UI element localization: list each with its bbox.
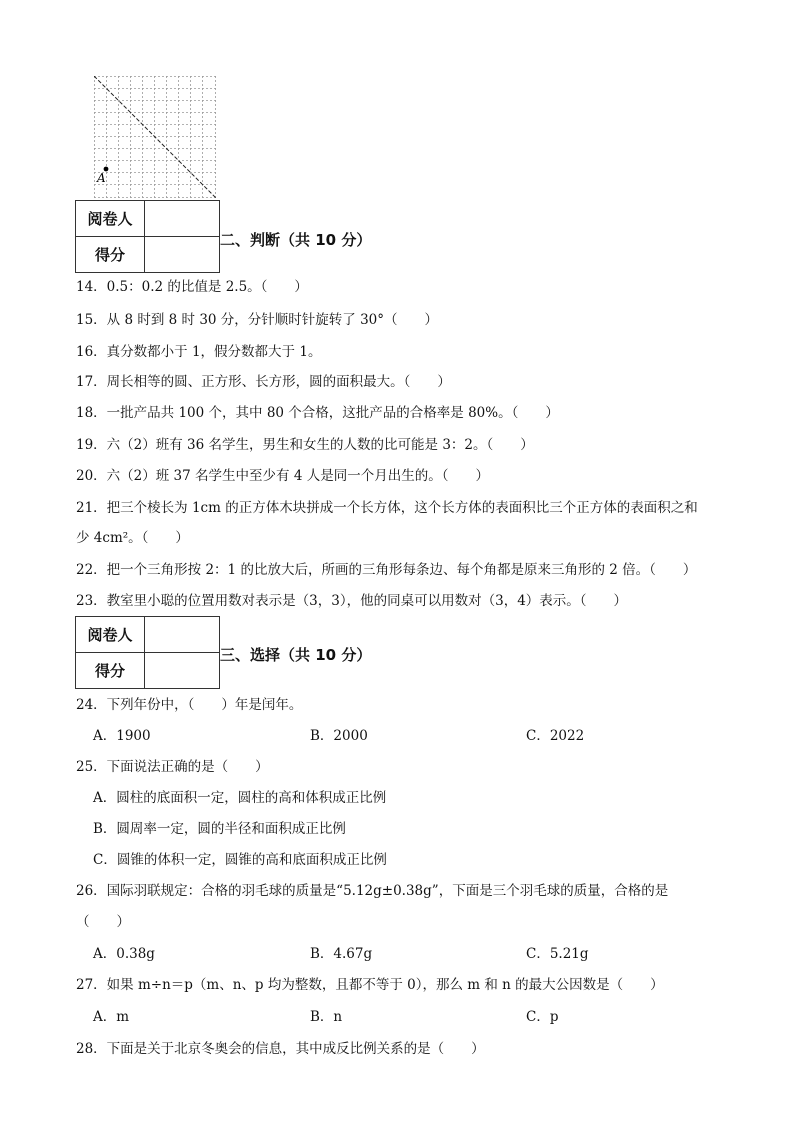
question-24: 24．下列年份中，（ ）年是闰年。: [76, 697, 303, 713]
question-28: 28．下面是关于北京冬奥会的信息，其中成反比例关系的是（ ）: [76, 1041, 485, 1057]
question-25-option-a[interactable]: A．圆柱的底面积一定，圆柱的高和体积成正比例: [93, 790, 387, 806]
question-24-option-a[interactable]: A．1900: [93, 728, 151, 744]
question-16: 16．真分数都小于 1，假分数都大于 1。: [76, 344, 322, 360]
question-25: 25．下面说法正确的是（ ）: [76, 759, 269, 775]
score-field[interactable]: [145, 237, 220, 273]
diagonal-line: [94, 76, 216, 198]
score-table-1: [75, 200, 220, 273]
question-23: 23．教室里小聪的位置用数对表示是（3，3），他的同桌可以用数对（3，4）表示。（ ）: [76, 593, 628, 609]
question-26-option-c[interactable]: C．5.21g: [526, 946, 589, 962]
question-20: 20．六（2）班 37 名学生中至少有 4 人是同一个月出生的。（ ）: [76, 468, 489, 484]
section-3-title: 三、选择（共 10 分）: [220, 646, 372, 664]
question-26-option-b[interactable]: B．4.67g: [310, 946, 373, 962]
score-table-2: [75, 616, 220, 689]
question-26-option-a[interactable]: A．0.38g: [93, 946, 155, 962]
grid-figure: [94, 76, 216, 198]
point-a-label: A: [97, 171, 106, 185]
question-25-option-b[interactable]: B．圆周率一定，圆的半径和面积成正比例: [93, 821, 346, 837]
reviewer-field[interactable]: [145, 617, 220, 653]
question-27: 27．如果 m÷n＝p（m、n、p 均为整数，且都不等于 0），那么 m 和 n 的最大公因数是（ ）: [76, 977, 664, 993]
question-27-option-a[interactable]: A．m: [93, 1009, 130, 1025]
question-24-option-b[interactable]: B．2000: [310, 728, 368, 744]
question-14: 14．0.5：0.2 的比值是 2.5。（ ）: [76, 279, 308, 295]
question-27-option-b[interactable]: B．n: [310, 1009, 343, 1025]
question-19: 19．六（2）班有 36 名学生，男生和女生的人数的比可能是 3：2。（ ）: [76, 437, 534, 453]
question-21-line-1: 21．把三个棱长为 1cm 的正方体木块拼成一个长方体，这个长方体的表面积比三个正方体的表面积之和: [76, 500, 698, 516]
question-15: 15．从 8 时到 8 时 30 分，分针顺时针旋转了 30°（ ）: [76, 312, 439, 328]
question-22: 22．把一个三角形按 2：1 的比放大后，所画的三角形每条边、每个角都是原来三角形的 2 倍。（ ）: [76, 562, 697, 578]
question-17: 17．周长相等的圆、正方形、长方形，圆的面积最大。（ ）: [76, 374, 451, 390]
question-25-option-c[interactable]: C．圆锥的体积一定，圆锥的高和底面积成正比例: [93, 852, 387, 868]
reviewer-label: 阅卷人: [76, 201, 145, 237]
question-24-option-c[interactable]: C．2022: [526, 728, 585, 744]
question-26-line-1: 26．国际羽联规定：合格的羽毛球的质量是“5.12g±0.38g”，下面是三个羽毛球的质量，合格的是: [76, 883, 669, 899]
score-field[interactable]: [145, 653, 220, 689]
score-label: 得分: [76, 653, 145, 689]
section-2-title: 二、判断（共 10 分）: [220, 231, 372, 249]
reviewer-field[interactable]: [145, 201, 220, 237]
question-21-line-2: 少 4cm²。（ ）: [76, 530, 189, 546]
question-27-option-c[interactable]: C．p: [526, 1009, 559, 1025]
score-label: 得分: [76, 237, 145, 273]
question-18: 18．一批产品共 100 个，其中 80 个合格，这批产品的合格率是 80%。（ ）: [76, 405, 559, 421]
question-26-line-2: （ ）: [76, 914, 130, 930]
reviewer-label: 阅卷人: [76, 617, 145, 653]
